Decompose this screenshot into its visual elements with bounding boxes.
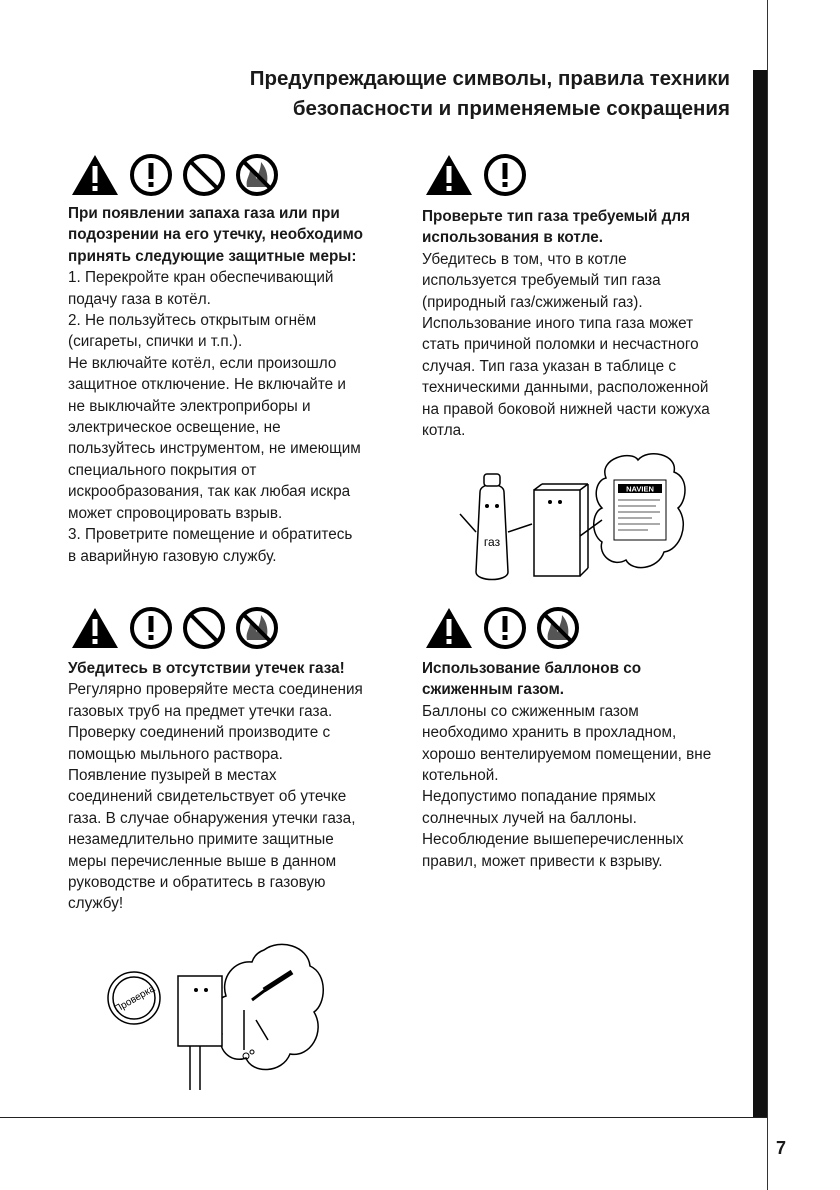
page-title-line-2: безопасности и применяемые сокращения — [292, 97, 730, 120]
navien-brand-text: NAVIEN — [626, 484, 654, 494]
gas-smell-step-2: 2. Не пользуйтесь открытым огнём (сигареты, спички и т.п.). — [68, 312, 317, 351]
cylinders-paragraph-2: Недопустимо попадание прямых солнечных лучей на баллоны. — [422, 788, 656, 827]
section-leak-check — [68, 658, 364, 915]
warning-triangle-icon — [70, 153, 120, 197]
icon-row-gas-smell — [70, 153, 279, 197]
sidebar-bar — [753, 70, 767, 1118]
footer-rule — [0, 1117, 767, 1118]
no-open-flame-icon — [536, 606, 580, 650]
prohibited-icon — [182, 153, 226, 197]
exclamation-circle-icon — [483, 606, 527, 650]
gas-smell-step-1: 1. Перекройте кран обеспечивающий подачу газа в котёл. — [68, 269, 334, 308]
warning-triangle-icon — [424, 153, 474, 197]
gas-smell-step-3: 3. Проветрите помещение и обратитесь в аварийную газовую службу. — [68, 526, 353, 565]
no-open-flame-icon — [235, 606, 279, 650]
section-gas-type — [422, 206, 718, 441]
exclamation-circle-icon — [129, 606, 173, 650]
prohibited-icon — [182, 606, 226, 650]
gas-smell-note: Не включайте котёл, если произошло защитное отключение. Не включайте и не выключайте электроприборы и электрическое освещение, не пользуйтесь инструментом, не имеющим специального покрытия от искрообразования, так как любая искра может спровоцировать взрыв. — [68, 354, 361, 522]
cylinders-paragraph-1: Баллоны со сжиженным газом необходимо хранить в прохладном, хорошо вентелируемом помещении, вне котельной. — [422, 702, 712, 785]
leak-check-illustration — [96, 940, 328, 1090]
leak-check-heading: Убедитесь в отсутствии утечек газа! — [68, 660, 345, 677]
check-label: Проверка — [112, 983, 157, 1016]
no-open-flame-icon — [235, 153, 279, 197]
icon-row-gas-type — [424, 153, 527, 197]
cylinders-heading: Использование баллонов со сжиженным газом. — [422, 660, 642, 699]
leak-check-paragraph: Регулярно проверяйте места соединения газовых труб на предмет утечки газа. Проверку соединений производите с помощью мыльного раствора. Появление пузырей в местах соединений свидетельствует об утечке газа. В случае обнаружения утечки газа, незамедлительно примите защитные меры перечисленные выше в данном руководстве и обратитесь в газовую службу! — [68, 681, 363, 913]
page-edge-rule — [767, 0, 768, 1190]
gas-cylinder-label: газ — [483, 535, 501, 549]
gas-type-paragraph-1: Убедитесь в том, что в котле используется требуемый тип газа (природный газ/сжиженый газ). — [422, 250, 661, 311]
gas-type-heading: Проверьте тип газа требуемый для использования в котле. — [422, 208, 691, 247]
gas-smell-heading: При появлении запаха газа или при подозрении на его утечку, необходимо принять следующие защитные меры: — [68, 205, 363, 265]
warning-triangle-icon — [424, 606, 474, 650]
icon-row-cylinders — [424, 606, 580, 650]
section-gas-smell — [68, 203, 364, 567]
exclamation-circle-icon — [129, 153, 173, 197]
gas-type-paragraph-2: Использование иного типа газа может стать причиной поломки и несчастного случая. Тип газа указан в таблице с техническими данными, расположенной на правой боковой нижней части кожуха котла. — [422, 315, 710, 440]
page-title-line-1: Предупреждающие символы, правила техники — [249, 67, 730, 90]
cylinders-paragraph-3: Несоблюдение вышеперечисленных правил, может привести к взрыву. — [422, 831, 684, 870]
page-title — [110, 64, 730, 124]
gas-label-illustration — [442, 450, 692, 588]
exclamation-circle-icon — [483, 153, 527, 197]
icon-row-leak-check — [70, 606, 279, 650]
warning-triangle-icon — [70, 606, 120, 650]
section-cylinders — [422, 658, 718, 872]
page-number: 7 — [776, 1138, 787, 1158]
